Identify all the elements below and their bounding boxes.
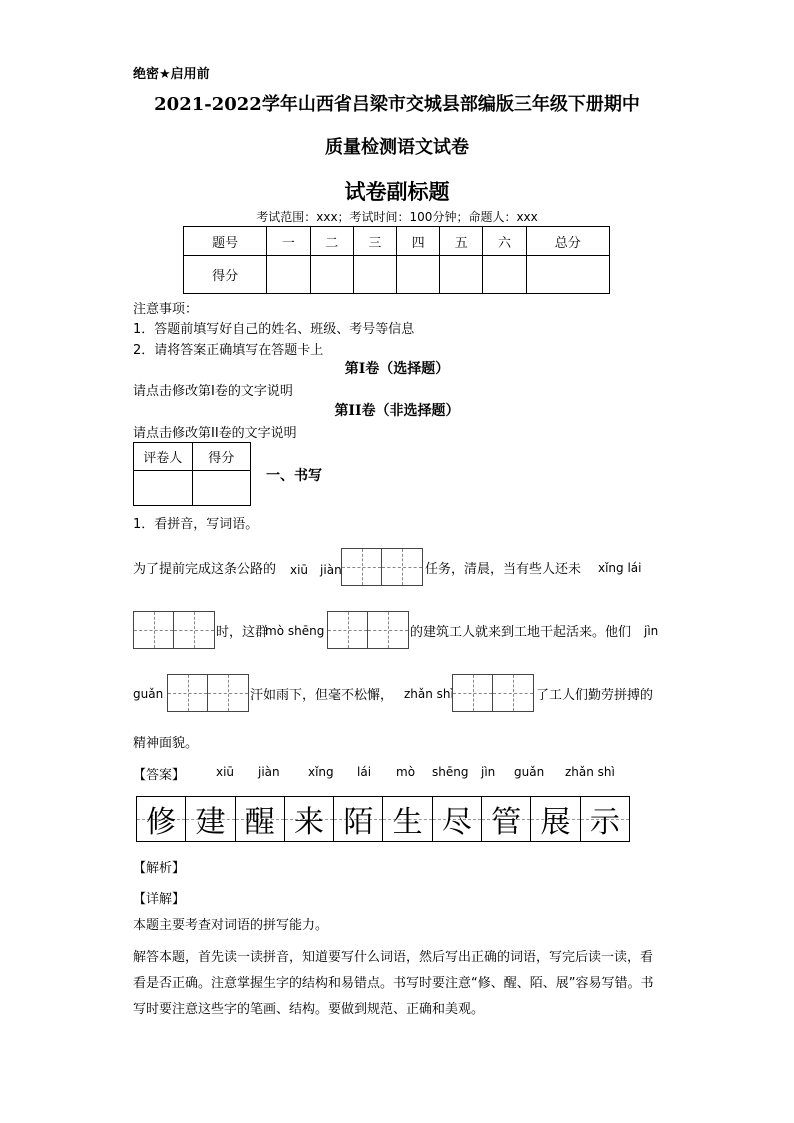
answer-char-cell: [581, 797, 629, 841]
answer-char-cell: [433, 797, 482, 841]
score-header-cell: 一: [267, 227, 310, 256]
answer-char: 陌: [343, 805, 374, 840]
notes-item-2: 2．请将答案正确填写在答题卡上: [133, 343, 324, 358]
score-input-cell[interactable]: [310, 256, 353, 294]
answer-pinyin: guǎn: [514, 765, 545, 779]
grid-cell[interactable]: [328, 612, 368, 648]
pinyin-xiujian: xiū jiàn: [290, 563, 342, 577]
answer-pinyin: xǐng: [308, 765, 334, 779]
pinyin-zhanshi: zhǎn shì: [404, 687, 454, 701]
question-line-4: 精神面貌。: [133, 736, 199, 751]
question-line-1-a: 为了提前完成这条公路的: [133, 562, 277, 577]
answer-pinyin: shēng: [432, 765, 469, 779]
answer-pinyin: zhǎn shì: [565, 765, 615, 779]
answer-char-cell: [334, 797, 383, 841]
grid-cell[interactable]: [382, 549, 422, 585]
grader-input-cell[interactable]: [134, 471, 193, 506]
grid-cell[interactable]: [493, 675, 533, 711]
section-title: 一、书写: [266, 468, 322, 484]
pinyin-jin: jìn: [644, 624, 659, 638]
answer-pinyin: mò: [396, 765, 416, 779]
answer-box-5[interactable]: [452, 674, 534, 712]
answer-box-2[interactable]: [133, 611, 215, 649]
detail-paragraph-2: 解答本题，首先读一读拼音，知道要写什么词语，然后写出正确的词语，写完后读一读，看看是否正确。注意掌握生字的结构和易错点。书写时要注意“修、醒、陌、展”容易写错。书写时要注意这些字的笔画、结构。要做到规范、正确和美观。: [133, 950, 654, 1017]
answer-box-1[interactable]: [341, 548, 423, 586]
notes-item-1: 1．答题前填写好自己的姓名、班级、考号等信息: [133, 322, 415, 337]
detail-label: 【详解】: [133, 892, 186, 907]
answer-pinyin: jìn: [481, 765, 496, 779]
part2-heading: 第II卷（非选择题）: [334, 403, 460, 419]
answer-char-cell: [137, 797, 186, 841]
answer-char: 生: [392, 805, 423, 840]
score-header-cell: 四: [396, 227, 439, 256]
part2-description[interactable]: 请点击修改第II卷的文字说明: [133, 426, 297, 441]
grader-table: [133, 442, 251, 506]
part1-heading: 第I卷（选择题）: [344, 361, 450, 377]
answer-box-3[interactable]: [327, 611, 409, 649]
answer-char-cell: [383, 797, 432, 841]
question-line-2-a: 时，这群: [216, 625, 269, 640]
question-line-1-b: 任务，清晨，当有些人还未: [425, 562, 582, 577]
answer-char: 管: [491, 805, 522, 840]
question-line-3-a: 汗如雨下，但毫不松懈，: [250, 688, 394, 703]
answer-char: 建: [195, 805, 226, 840]
question-line-2-b: 的建筑工人就来到工地干起活来。他们: [410, 625, 632, 640]
answer-char: 展: [540, 805, 571, 840]
answer-pinyin: lái: [357, 765, 372, 779]
grader-label: 评卷人: [134, 443, 193, 471]
exam-info: 考试范围：xxx；考试时间：100分钟；命题人：xxx: [256, 210, 538, 224]
detail-paragraph-1: 本题主要考查对词语的拼写能力。: [133, 918, 329, 933]
score-input-cell[interactable]: [440, 256, 483, 294]
score-header-cell: 总分: [526, 227, 609, 256]
grid-cell[interactable]: [174, 612, 214, 648]
pinyin-guan: guǎn: [133, 687, 164, 701]
answer-char: 尽: [441, 805, 472, 840]
answer-grid: [136, 796, 630, 842]
answer-char-cell: [186, 797, 235, 841]
confidential-mark: 绝密★启用前: [133, 67, 210, 82]
score-header-cell: 六: [483, 227, 526, 256]
score-header-cell: 二: [310, 227, 353, 256]
answer-char: 醒: [244, 805, 275, 840]
answer-char: 修: [146, 805, 177, 840]
question-line-3-b: 了工人们勤劳拼搏的: [536, 688, 654, 703]
grid-cell[interactable]: [368, 612, 408, 648]
analysis-label: 【解析】: [133, 861, 186, 876]
grid-cell[interactable]: [453, 675, 493, 711]
answer-box-4[interactable]: [167, 674, 249, 712]
answer-label: 【答案】: [133, 768, 186, 783]
answer-char: 示: [589, 805, 620, 840]
score-header-cell: 题号: [184, 227, 267, 256]
score-input-cell[interactable]: [483, 256, 526, 294]
answer-pinyin: xiū: [216, 765, 235, 779]
score-input-cell[interactable]: [267, 256, 310, 294]
question-title: 1．看拼音，写词语。: [133, 517, 259, 532]
score-header-cell: 五: [440, 227, 483, 256]
answer-pinyin: jiàn: [258, 765, 280, 779]
answer-char-cell: [482, 797, 531, 841]
notes-heading: 注意事项：: [133, 302, 199, 317]
score-header-cell: 三: [353, 227, 396, 256]
grader-score-cell[interactable]: [192, 471, 251, 506]
grid-cell[interactable]: [168, 675, 208, 711]
grader-score-label: 得分: [192, 443, 251, 471]
grid-cell[interactable]: [342, 549, 382, 585]
answer-char-cell: [531, 797, 580, 841]
answer-char-cell: [285, 797, 334, 841]
pinyin-mosheng: mò shēng: [265, 624, 325, 638]
score-row-label: 得分: [184, 256, 267, 294]
exam-title-line1: 2021-2022学年山西省吕梁市交城县部编版三年级下册期中: [154, 94, 640, 115]
pinyin-xinglai: xǐng lái: [598, 561, 642, 575]
exam-title-line2: 质量检测语文试卷: [325, 137, 469, 158]
score-input-cell[interactable]: [396, 256, 439, 294]
grid-cell[interactable]: [208, 675, 248, 711]
score-input-cell[interactable]: [526, 256, 609, 294]
grid-cell[interactable]: [134, 612, 174, 648]
answer-char-cell: [236, 797, 285, 841]
score-input-cell[interactable]: [353, 256, 396, 294]
score-table: [183, 226, 610, 294]
exam-subtitle: 试卷副标题: [344, 179, 450, 204]
answer-char: 来: [294, 805, 325, 840]
part1-description[interactable]: 请点击修改第I卷的文字说明: [133, 384, 293, 399]
